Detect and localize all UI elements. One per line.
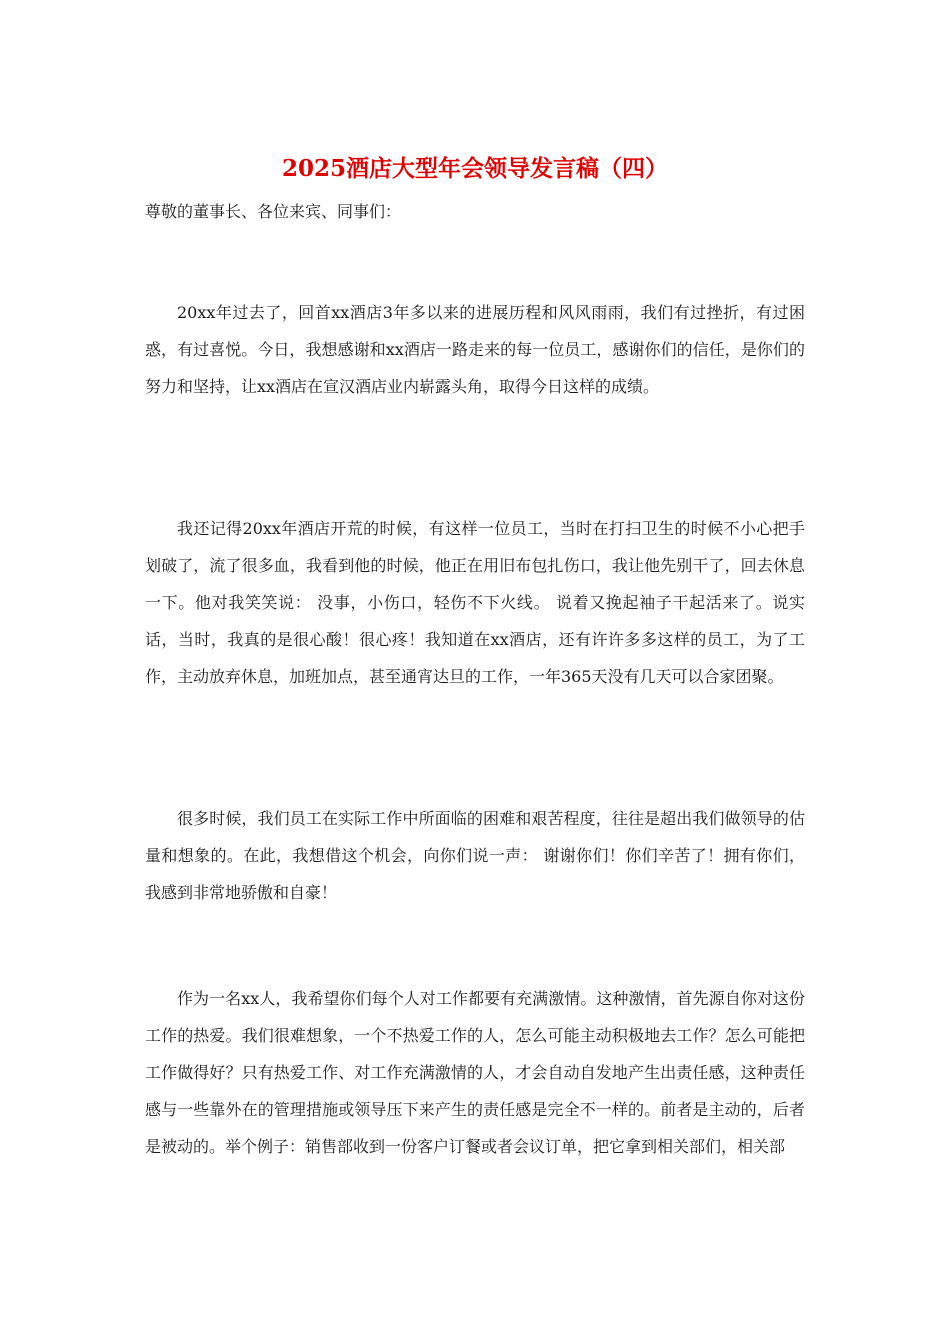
paragraph-2: 我还记得20xx年酒店开荒的时候，有这样一位员工，当时在打扫卫生的时候不小心把手划破了，流了很多血，我看到他的时候，他正在用旧布包扎伤口，我让他先别干了，回去休息一下。他对我笑笑说： 没事，小伤口，轻伤不下火线。 说着又挽起袖子干起活来了。说实话，当时，我真的是很心酸！很心疼！我知道在xx酒店，还有许许多多这样的员工，为了工作，主动放弃休息，加班加点，甚至通宵达旦的工作，一年365天没有几天可以合家团聚。 [145,519,805,686]
paragraph-3: 很多时候，我们员工在实际工作中所面临的困难和艰苦程度，往往是超出我们做领导的估量和想象的。在此，我想借这个机会，向你们说一声： 谢谢你们！你们辛苦了！拥有你们，我感到非常地骄傲和自豪！ [145,809,805,902]
paragraph-4: 作为一名xx人，我希望你们每个人对工作都要有充满激情。这种激情，首先源自你对这份工作的热爱。我们很难想象，一个不热爱工作的人，怎么可能主动积极地去工作？怎么可能把工作做得好？只有热爱工作、对工作充满激情的人，才会自动自发地产生出责任感，这种责任感与一些靠外在的管理措施或领导压下来产生的责任感是完全不一样的。前者是主动的，后者是被动的。举个例子：销售部收到一份客户订餐或者会议订单，把它拿到相关部们，相关部 [145,989,805,1156]
document-title: 2025酒店大型年会领导发言稿（四） [281,155,668,182]
paragraph-1: 20xx年过去了，回首xx酒店3年多以来的进展历程和风风雨雨，我们有过挫折，有过困惑，有过喜悦。今日，我想感谢和xx酒店一路走来的每一位员工，感谢你们的信任，是你们的努力和坚持，让xx酒店在宣汉酒店业内崭露头角，取得今日这样的成绩。 [145,303,805,396]
salutation: 尊敬的董事长、各位来宾、同事们： [145,202,402,221]
